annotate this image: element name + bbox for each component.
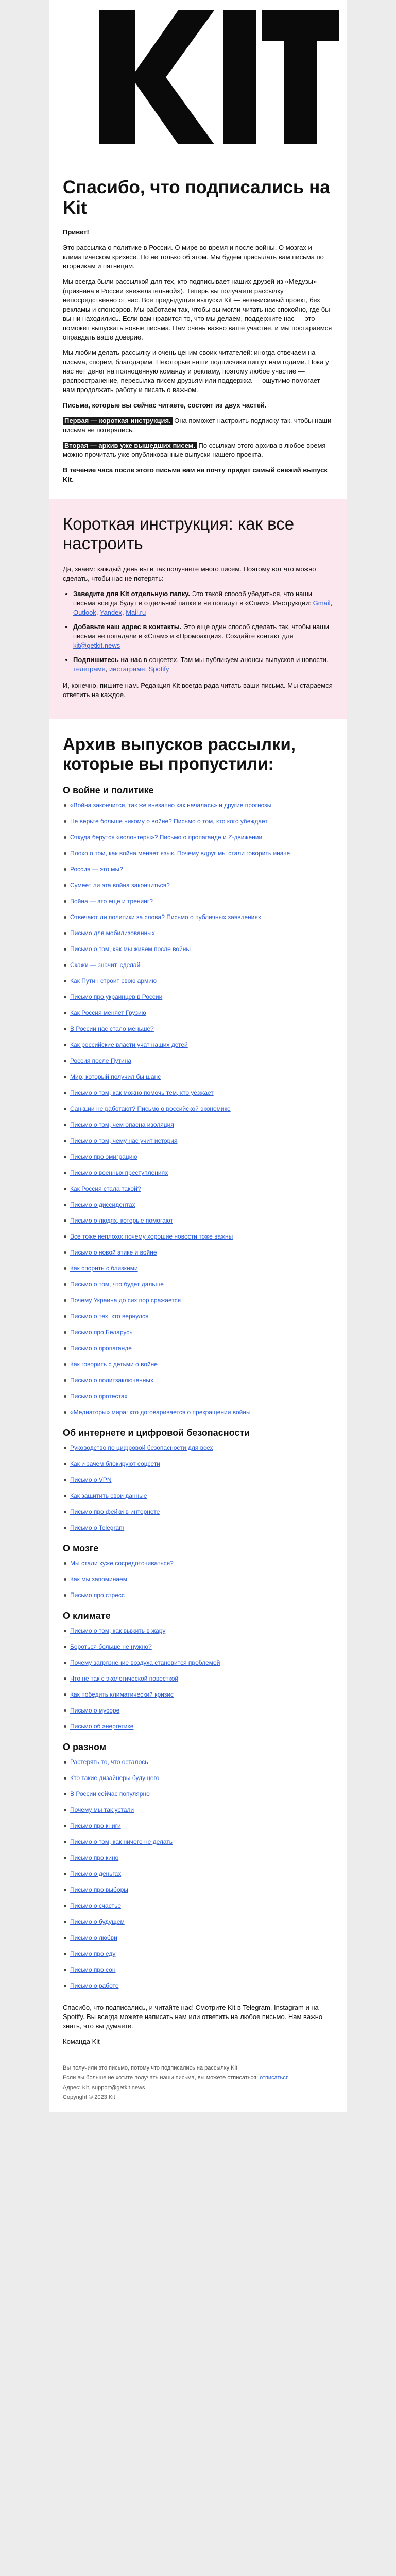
archive-item-link[interactable]: Письмо о политзаключенных [70, 1377, 154, 1384]
archive-item-link[interactable]: Отвечают ли политики за слова? Письмо о публичных заявлениях [70, 913, 261, 921]
archive-item [63, 1057, 333, 1065]
outro-paragraph: Спасибо, что подписались, и читайте нас! Смотрите Kit в Telegram, Instagram и на Spotify. Вы всегда можете написать нам или ответить на любое письмо. Нам важно знать, что вы думаете. [63, 2004, 323, 2030]
archive-item [63, 1559, 333, 1567]
archive-item [63, 1444, 333, 1452]
archive-item [63, 1105, 333, 1113]
archive-item-link[interactable]: Россия после Путина [70, 1057, 131, 1064]
archive-list [63, 801, 333, 1416]
archive-item-link[interactable]: Как спорить с близкими [70, 1265, 138, 1272]
archive-item [63, 1137, 333, 1145]
part-two-text: По ссылкам этого архива в любое время можно прочитать уже опубликованные выпуски нашего проекта. [63, 442, 326, 459]
archive-item [63, 1200, 333, 1209]
archive-item [63, 1854, 333, 1862]
instruction-link[interactable]: Mail.ru [126, 608, 146, 616]
archive-item [63, 1232, 333, 1241]
archive-item-link[interactable]: Почему загрязнение воздуха становится проблемой [70, 1659, 220, 1666]
archive-item [63, 1918, 333, 1926]
archive-category-title: О войне и политике [63, 785, 154, 795]
archive-item [63, 1492, 333, 1500]
archive-item-link[interactable]: Почему мы так устали [70, 1806, 134, 1814]
archive-item [63, 897, 333, 905]
archive-item-link[interactable]: Письмо о VPN [70, 1476, 112, 1483]
archive-item [63, 1706, 333, 1715]
archive-item [63, 1073, 333, 1081]
archive-item [63, 945, 333, 953]
archive-item [63, 1981, 333, 1990]
archive-item [63, 881, 333, 889]
archive-item [63, 1360, 333, 1368]
archive-item [63, 1168, 333, 1177]
archive-item-link[interactable]: Письмо про стресс [70, 1591, 125, 1599]
archive-item [63, 1838, 333, 1846]
archive-item-link[interactable]: Что не так с экологической повесткой [70, 1675, 179, 1682]
archive-item [63, 1790, 333, 1798]
intro-part-one [63, 416, 333, 435]
archive-item [63, 1950, 333, 1958]
archive-item-link[interactable]: «Медиаторы» мира: кто договаривается о прекращении войны [70, 1409, 251, 1416]
instruction-bold: Подпишитесь на нас [73, 656, 142, 664]
archive-item-link[interactable]: Письмо о любви [70, 1934, 117, 1941]
part-one-text: Она поможет настроить подписку так, чтобы наши письма не потерялись. [63, 417, 332, 434]
archive-item [63, 1806, 333, 1814]
archive-item-link[interactable]: Письмо про фейки в интернете [70, 1508, 160, 1515]
archive-list [63, 1444, 333, 1532]
archive-item-link[interactable]: Мы стали хуже сосредоточиваться? [70, 1560, 174, 1567]
archive-item-link[interactable]: Как мы запоминаем [70, 1575, 127, 1583]
archive-item [63, 1822, 333, 1830]
archive-item [63, 1674, 333, 1683]
archive-container [63, 785, 333, 1990]
archive-item-link[interactable]: Почему Украина до сих пор сражается [70, 1297, 181, 1304]
archive-category-title: Об интернете и цифровой безопасности [63, 1428, 250, 1438]
archive-item-link[interactable]: Письмо о новой этике и войне [70, 1249, 157, 1256]
archive-item [63, 1870, 333, 1878]
archive-item-link[interactable]: Война — это еще и тренинг? [70, 897, 153, 905]
instructions-title: Короткая инструкция: как все настроить [63, 514, 295, 553]
unsubscribe-link[interactable]: отписаться [260, 2075, 289, 2081]
archive-item-link[interactable]: Как Россия стала такой? [70, 1185, 141, 1192]
archive-item-link[interactable]: Бороться больше не нужно? [70, 1643, 152, 1650]
instruction-link[interactable]: Outlook [73, 608, 96, 616]
archive-item [63, 1758, 333, 1766]
footer-line-3: Адрес: Kit, support@getkit.news [63, 2084, 145, 2091]
archive-item [63, 1280, 333, 1289]
archive-item [63, 1408, 333, 1416]
archive-item-link[interactable]: Не верьте больше никому о войне? Письмо о том, кто кого убеждает [70, 818, 268, 825]
archive-item-link[interactable]: Санкции не работают? Письмо о российской экономике [70, 1105, 231, 1112]
archive-item [63, 1153, 333, 1161]
archive-item [63, 1886, 333, 1894]
archive-list [63, 1758, 333, 1990]
instruction-text: Это еще один способ сделать так, чтобы наши письма не попадали в «Спам» и «Промоакции». Создайте контакт для [73, 623, 329, 640]
archive-item-link[interactable]: Письмо о работе [70, 1982, 119, 1989]
archive-item [63, 1774, 333, 1782]
archive-item [63, 865, 333, 873]
instruction-link[interactable]: Yandex [99, 608, 122, 616]
footer-line-2: Если вы больше не хотите получать наши письма, вы можете отписаться. отписаться [63, 2075, 289, 2081]
archive-item [63, 1902, 333, 1910]
archive-item-link[interactable]: Письмо об энергетике [70, 1723, 134, 1730]
instructions-lead: Да, знаем: каждый день вы и так получаете много писем. Поэтому вот что можно сделать, чтобы нас не потерять: [63, 565, 316, 582]
archive-item [63, 1089, 333, 1097]
archive-item [63, 1344, 333, 1352]
intro-next-issue: В течение часа после этого письма вам на почту придет самый свежий выпуск Kit. [63, 466, 328, 483]
intro-paragraph-1: Это рассылка о политике в России. О мире во время и после войны. О мозгах и климатическом кризисе. Но не только об этом. Мы будем присылать вам письма по вторникам и пятницам. [63, 244, 324, 270]
archive-item [63, 1376, 333, 1384]
archive-item [63, 1009, 333, 1017]
archive-item-link[interactable]: Как и зачем блокируют соцсети [70, 1460, 160, 1467]
instruction-text: Это такой способ убедиться, что наши письма всегда будут в отдельной папке и не попадут в «Спам». Инструкции: [73, 590, 313, 607]
email-sheet [49, 0, 347, 2112]
instructions-list [63, 589, 333, 674]
archive-item [63, 1476, 333, 1484]
archive-item-link[interactable]: Письмо про еду [70, 1950, 116, 1957]
intro-paragraph-2: Мы всегда были рассылкой для тех, кто подписывает наших друзей из «Медузы» (признана в России «нежелательной»). Теперь вы получаете рассылку непосредственно от нас. Все предыдущие выпуски Kit — независимый проект, без рекламы и спонсоров. Мы работаем так, чтобы вы могли читать нас спокойно, где бы вы ни находились. Если вам нравится то, что мы делаем, поддержите нас — это поможет выпускать новые письма. Нам очень важно ваше участие, и мы постараемся оправдать ваше доверие. [63, 278, 332, 341]
archive-item-link[interactable]: Откуда берутся «волонтеры»? Письмо о пропаганде и Z-движении [70, 834, 263, 841]
archive-item-link[interactable]: Письмо о мусоре [70, 1707, 120, 1714]
archive-item-link[interactable]: Мир, который получил бы шанс [70, 1073, 161, 1080]
archive-item [63, 1642, 333, 1651]
archive-category-title: О разном [63, 1742, 107, 1752]
archive-item-link[interactable]: В России сейчас популярно [70, 1790, 150, 1798]
archive-item [63, 1264, 333, 1273]
archive-item-link[interactable]: Письмо о счастье [70, 1902, 122, 1909]
archive-item-link[interactable]: Письмо для мобилизованных [70, 929, 155, 937]
archive-item [63, 1575, 333, 1583]
archive-item [63, 1690, 333, 1699]
instruction-text: в соцсетях. Там мы публикуем анонсы выпусков и новости. [142, 656, 329, 664]
instruction-item: • Заведите для Kit отдельную папку. Это такой способ убедиться, что наши письма всегда будут в отдельной папке и не попадут в «Спам». Инструкции: Gmail, Outlook, Yandex, Mail.ru [73, 589, 333, 617]
archive-item-link[interactable]: Письмо про сон [70, 1966, 116, 1973]
archive-item-link[interactable]: Письмо про книги [70, 1822, 121, 1829]
archive-item-link[interactable]: Сумеет ли эта война закончиться? [70, 882, 170, 889]
archive-item [63, 1184, 333, 1193]
archive-item-link[interactable]: Письмо про эмиграцию [70, 1153, 137, 1160]
instruction-link[interactable]: инстаграме [109, 665, 145, 673]
archive-item-link[interactable]: Письмо о том, как выжить в жару [70, 1627, 166, 1634]
archive-item-link[interactable]: Письмо про Беларусь [70, 1329, 133, 1336]
instruction-item: • Подпишитесь на нас в соцсетях. Там мы публикуем анонсы выпусков и новости. телеграме, инстаграме, Spotify [73, 655, 333, 674]
instruction-item [73, 622, 333, 650]
archive-item [63, 1523, 333, 1532]
archive-item [63, 929, 333, 937]
archive-item [63, 849, 333, 857]
archive-item-link[interactable]: Все тоже неплохо: почему хорошие новости тоже важны [70, 1233, 233, 1240]
footer [49, 2057, 347, 2102]
archive-item-link[interactable]: Письмо о том, что будет дальше [70, 1281, 164, 1288]
archive-item [63, 1248, 333, 1257]
archive-item [63, 1296, 333, 1304]
archive-item-link[interactable]: Плохо о том, как война меняет язык. Почему вдруг мы стали говорить иначе [70, 850, 290, 857]
part-two-tag: Вторая — архив уже вышедших писем. [63, 442, 197, 449]
archive-item-link[interactable]: Как российские власти учат наших детей [70, 1041, 188, 1048]
instruction-link[interactable]: Gmail [313, 599, 331, 607]
archive-list [63, 1626, 333, 1731]
part-one-tag: Первая — короткая инструкция. [63, 417, 173, 425]
archive-item [63, 1626, 333, 1635]
archive-item-link[interactable]: Как защитить свои данные [70, 1492, 147, 1499]
archive-item-link[interactable]: Письмо о Telegram [70, 1524, 125, 1531]
archive-item-link[interactable]: В России нас стало меньше? [70, 1025, 154, 1032]
archive-item-link[interactable]: Растерять то, что осталось [70, 1758, 148, 1766]
intro-paragraph-3: Мы любим делать рассылку и очень ценим своих читателей: иногда отвечаем на письма, спорим, благодарим. Некоторые наши подписчики пишут нам годами. Пока у нас нет денег на полноценную команду и рекламу, поэтому любое участие — распространение, пересылка писем друзьям или поддержка — ощутимо помогает нам продолжать работу и писать о важном. [63, 349, 329, 394]
archive-item [63, 801, 333, 809]
archive-item [63, 1722, 333, 1731]
archive-item [63, 1460, 333, 1468]
archive-item [63, 1216, 333, 1225]
instructions-section [49, 499, 347, 719]
archive-item [63, 977, 333, 985]
page-title: Спасибо, что подписались на Kit [63, 177, 330, 218]
archive-item-link[interactable]: Письмо о том, как мы живем после войны [70, 945, 191, 953]
intro-part-two [63, 441, 333, 460]
intro-two-parts: Письма, которые вы сейчас читаете, состоят из двух частей. [63, 401, 267, 409]
archive-category-title: О мозге [63, 1543, 99, 1553]
archive-item-link[interactable]: Письмо про украинцев в России [70, 993, 163, 1001]
archive-item-link[interactable]: Письмо о деньгах [70, 1870, 122, 1877]
archive-item [63, 993, 333, 1001]
archive-item [63, 1934, 333, 1942]
archive-item-link[interactable]: Письмо о людях, которые помогают [70, 1217, 174, 1224]
instruction-link[interactable]: Spotify [148, 665, 169, 673]
archive-item [63, 1121, 333, 1129]
archive-list [63, 1559, 333, 1599]
archive-item [63, 1658, 333, 1667]
archive-item-link[interactable]: Скажи — значит, сделай [70, 961, 141, 969]
archive-item [63, 1312, 333, 1320]
archive-item-link[interactable]: Письмо о пропаганде [70, 1345, 132, 1352]
instruction-link[interactable]: kit@getkit.news [73, 641, 120, 649]
archive-item-link[interactable]: Письмо о будущем [70, 1918, 125, 1925]
greeting: Привет! [63, 228, 89, 236]
archive-item-link[interactable]: Руководство по цифровой безопасности для всех [70, 1444, 213, 1451]
archive-item-link[interactable]: Письмо про выборы [70, 1886, 128, 1893]
instruction-link[interactable]: телеграме [73, 665, 106, 673]
archive-item [63, 961, 333, 969]
archive-item [63, 1392, 333, 1400]
kit-logo [49, 0, 347, 155]
archive-item-link[interactable]: Письмо о том, чем опасна изоляция [70, 1121, 174, 1128]
instruction-bold: Добавьте наш адрес в контакты. [73, 623, 182, 631]
archive-item-link[interactable]: Письмо о протестах [70, 1393, 128, 1400]
archive-item-link[interactable]: Как Россия меняет Грузию [70, 1009, 146, 1016]
archive-item [63, 833, 333, 841]
archive-item-link[interactable]: Письмо о том, как можно помочь тем, кто уезжает [70, 1089, 214, 1096]
archive-item-link[interactable]: Письмо о том, чему нас учит история [70, 1137, 178, 1144]
archive-item-link[interactable]: Письмо о диссидентах [70, 1201, 135, 1208]
signature: Команда Kit [63, 2038, 100, 2045]
archive-item-link[interactable]: Кто такие дизайнеры будущего [70, 1774, 160, 1782]
archive-title: Архив выпусков рассылки, которые вы пропустили: [63, 735, 296, 773]
archive-item-link[interactable]: Как победить климатический кризис [70, 1691, 174, 1698]
instruction-bold: Заведите для Kit отдельную папку. [73, 590, 191, 598]
archive-item [63, 1965, 333, 1974]
archive-item-link[interactable]: «Война закончится, так же внезапно как началась» и другие прогнозы [70, 802, 272, 809]
archive-item-link[interactable]: Как говорить с детьми о войне [70, 1361, 158, 1368]
archive-item [63, 1591, 333, 1599]
footer-line-1: Вы получили это письмо, потому что подписались на рассылку Kit. [63, 2065, 239, 2071]
archive-item-link[interactable]: Письмо о том, как ничего не делать [70, 1838, 173, 1845]
instructions-outro: И, конечно, пишите нам. Редакция Kit всегда рада читать ваши письма. Мы стараемся ответить на каждое. [63, 682, 333, 699]
archive-item [63, 1025, 333, 1033]
archive-category-title: О климате [63, 1611, 111, 1621]
archive-item [63, 1041, 333, 1049]
archive-item-link[interactable]: Письмо про кино [70, 1854, 119, 1861]
archive-item [63, 1507, 333, 1516]
archive-item [63, 1328, 333, 1336]
archive-item-link[interactable]: Письмо о военных преступлениях [70, 1169, 168, 1176]
archive-item [63, 817, 333, 825]
archive-item-link[interactable]: Россия — это мы? [70, 866, 123, 873]
kit-logo-mark [49, 0, 347, 155]
footer-copyright: Copyright © 2023 Kit [63, 2094, 115, 2100]
archive-item-link[interactable]: Как Путин строит свою армию [70, 977, 157, 985]
archive-item-link[interactable]: Письмо о тех, кто вернулся [70, 1313, 149, 1320]
archive-item [63, 913, 333, 921]
